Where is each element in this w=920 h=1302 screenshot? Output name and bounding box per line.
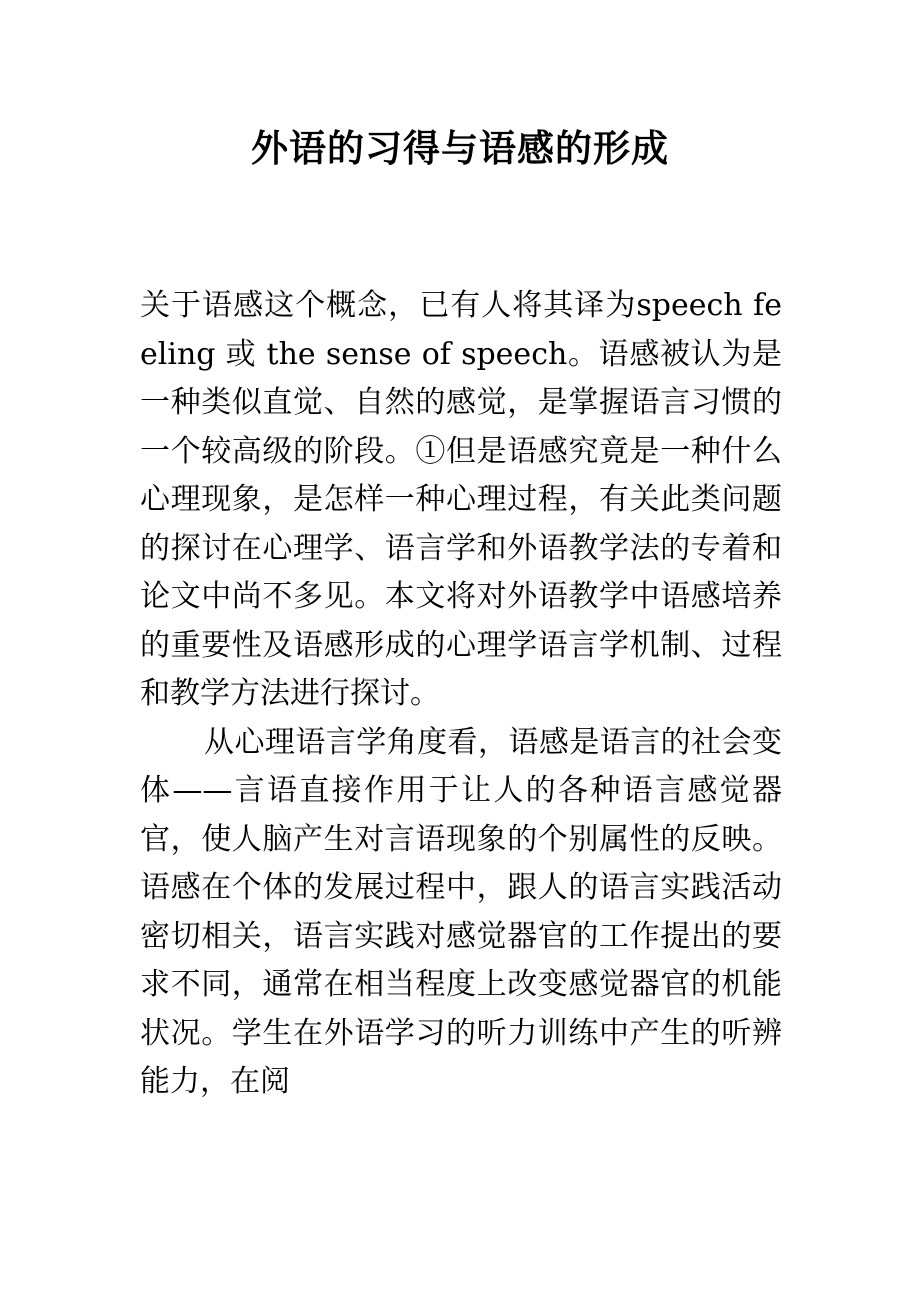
paragraph-intro: 关于语感这个概念，已有人将其译为speech feeling 或 the sense of speech。语感被认为是一种类似直觉、自然的感觉，是掌握语言习惯的一个较高级的阶段。①但是语感究竟是一种什么心理现象，是怎样一种心理过程，有关此类问题的探讨在心理学、语言学和外语教学法的专着和论文中尚不多见。本文将对外语教学中语感培养的重要性及语感形成的心理学语言学机制、过程和教学方法进行探讨。: [140, 288, 782, 711]
paragraph-psycholinguistics: 从心理语言学角度看，语感是语言的社会变体——言语直接作用于让人的各种语言感觉器官，使人脑产生对言语现象的个别属性的反映。语感在个体的发展过程中，跟人的语言实践活动密切相关，语言实践对感觉器官的工作提出的要求不同，通常在相当程度上改变感觉器官的机能状况。学生在外语学习的听力训练中产生的听辨能力，在阅: [140, 724, 782, 1099]
document-title: 外语的习得与语感的形成: [251, 126, 669, 170]
document-body: [140, 282, 782, 1107]
